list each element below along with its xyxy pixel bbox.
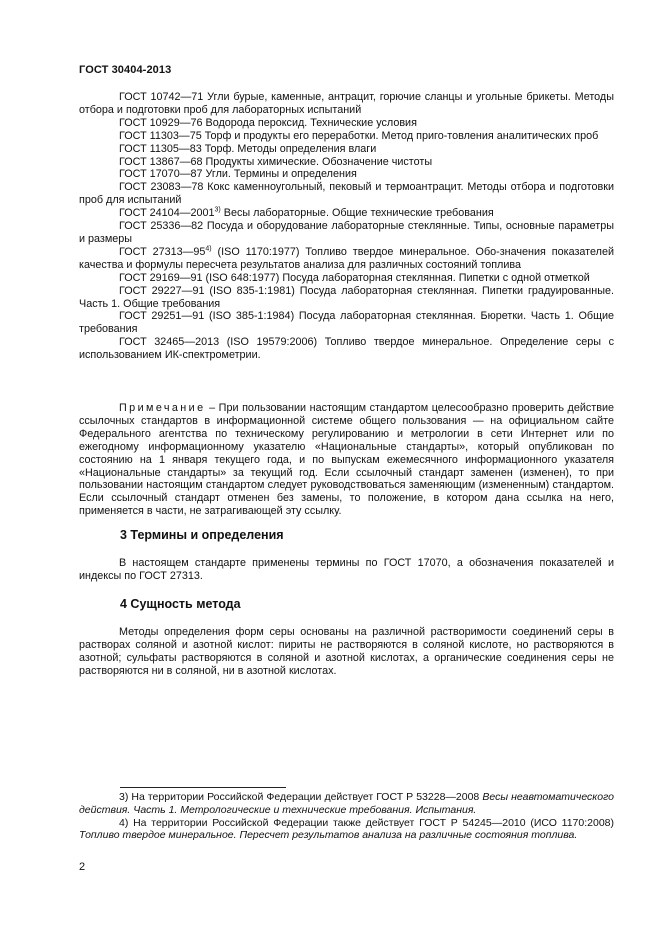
note-paragraph xyxy=(79,402,614,518)
reference-item xyxy=(79,246,614,272)
section-4-text: Методы определения форм серы основаны на различной растворимости соединений серы в растворах соляной и азотной кислот: пириты не растворяются в соляной кислоте, но растворяются в азотной; сульфаты растворяются в соляной и азотной кислотах, а органические соединения серы не растворяются ни в соляной, ни в азотной кислотах. xyxy=(79,626,614,677)
footnote-3: 3) На территории Российской Федерации действует ГОСТ Р 53228—2008 Весы неавтоматического действия. Часть 1. Метрологические и технические требования. Испытания. xyxy=(79,791,614,816)
reference-item: ГОСТ 10929—76 Водорода пероксид. Технические условия xyxy=(119,116,417,129)
section-3-heading: 3 Термины и определения xyxy=(120,528,284,542)
reference-item: ГОСТ 23083—78 Кокс каменноугольный, пековый и термоантрацит. Методы отбора и подготовки проб для испытаний xyxy=(79,181,614,207)
reference-item: ГОСТ 29251—91 (ISO 385-1:1984) Посуда лабораторная стеклянная. Бюретки. Часть 1. Общие требования xyxy=(79,310,614,336)
footnote-4: 4) На территории Российской Федерации также действует ГОСТ Р 54245—2010 (ИСО 1170:2008) Топливо твердое минеральное. Пересчет результатов анализа на различные состояния топлива. xyxy=(79,816,614,842)
page-number: 2 xyxy=(79,861,86,873)
reference-code: ГОСТ 24104—2001 xyxy=(119,207,215,220)
reference-item: ГОСТ 13867—68 Продукты химические. Обозначение чистоты xyxy=(119,155,433,168)
footnote-marker: 3) xyxy=(214,206,221,214)
reference-item: ГОСТ 29227—91 (ISO 835-1:1981) Посуда лабораторная стеклянная. Пипетки градуированные. Часть 1. Общие требования xyxy=(79,284,614,310)
footnote-marker: 4) xyxy=(205,245,212,253)
reference-item: ГОСТ 11303—75 Торф и продукты его переработки. Метод приго-товления аналитических проб xyxy=(119,129,599,142)
footnotes xyxy=(79,791,614,842)
reference-code: ГОСТ 27313—95 xyxy=(119,245,206,258)
reference-item: ГОСТ 11305—83 Торф. Методы определения влаги xyxy=(119,142,377,155)
note-label: Примечание xyxy=(119,402,206,414)
note-text: – При пользовании настоящим стандартом целесообразно проверить действие ссылочных стандартов в информационной системе общего пользования — на официальном сайте Федерального агентства по техническому регулированию и метрологии в сети Интернет или по ежегодному информационному указателю «Национальные стандарты», который опубликован по состоянию на 1 января текущего года, и по выпускам ежемесячного информационного указателя «Национальные стандарты» за текущий год. Если ссылочный стандарт заменен (изменен), то при пользовании настоящим стандартом следует руководствоваться заменяющим (измененным) стандартом. Если ссылочный стандарт отменен без замены, то положение, в котором дана ссылка на него, применяется в части, не затрагивающей эту ссылку. xyxy=(79,402,614,518)
section-3-body xyxy=(79,557,614,583)
normative-references-list xyxy=(79,91,614,362)
reference-item: ГОСТ 25336—82 Посуда и оборудование лабораторные стеклянные. Типы, основные параметры и размеры xyxy=(79,220,614,245)
reference-title: Весы лабораторные. Общие технические требования xyxy=(220,207,494,220)
document-code: ГОСТ 30404-2013 xyxy=(79,64,172,76)
reference-item: ГОСТ 17070—87 Угли. Термины и определения xyxy=(119,168,357,181)
reference-item: ГОСТ 32465—2013 (ISO 19579:2006) Топливо твердое минеральное. Определение серы с использованием ИК-спектрометрии. xyxy=(79,336,614,362)
reference-item: ГОСТ 10742—71 Угли бурые, каменные, антрацит, горючие сланцы и угольные брикеты. Методы отбора и подготовки проб для лабораторных испытаний xyxy=(79,91,614,116)
reference-item xyxy=(79,207,614,220)
section-3-text: В настоящем стандарте применены термины по ГОСТ 17070, а обозначения показателей и индексы по ГОСТ 27313. xyxy=(79,557,614,582)
section-4-heading: 4 Сущность метода xyxy=(120,597,241,611)
footnote-separator xyxy=(120,787,286,788)
reference-item: ГОСТ 29169—91 (ISO 648:1977) Посуда лабораторная стеклянная. Пипетки с одной отметкой xyxy=(119,271,590,284)
reference-title: (ISO 1170:1977) Топливо твердое минеральное. Обо-значения показателей качества и формулы пересчета результатов анализа для различных состояний топлива xyxy=(79,245,614,271)
section-4-body xyxy=(79,626,614,678)
